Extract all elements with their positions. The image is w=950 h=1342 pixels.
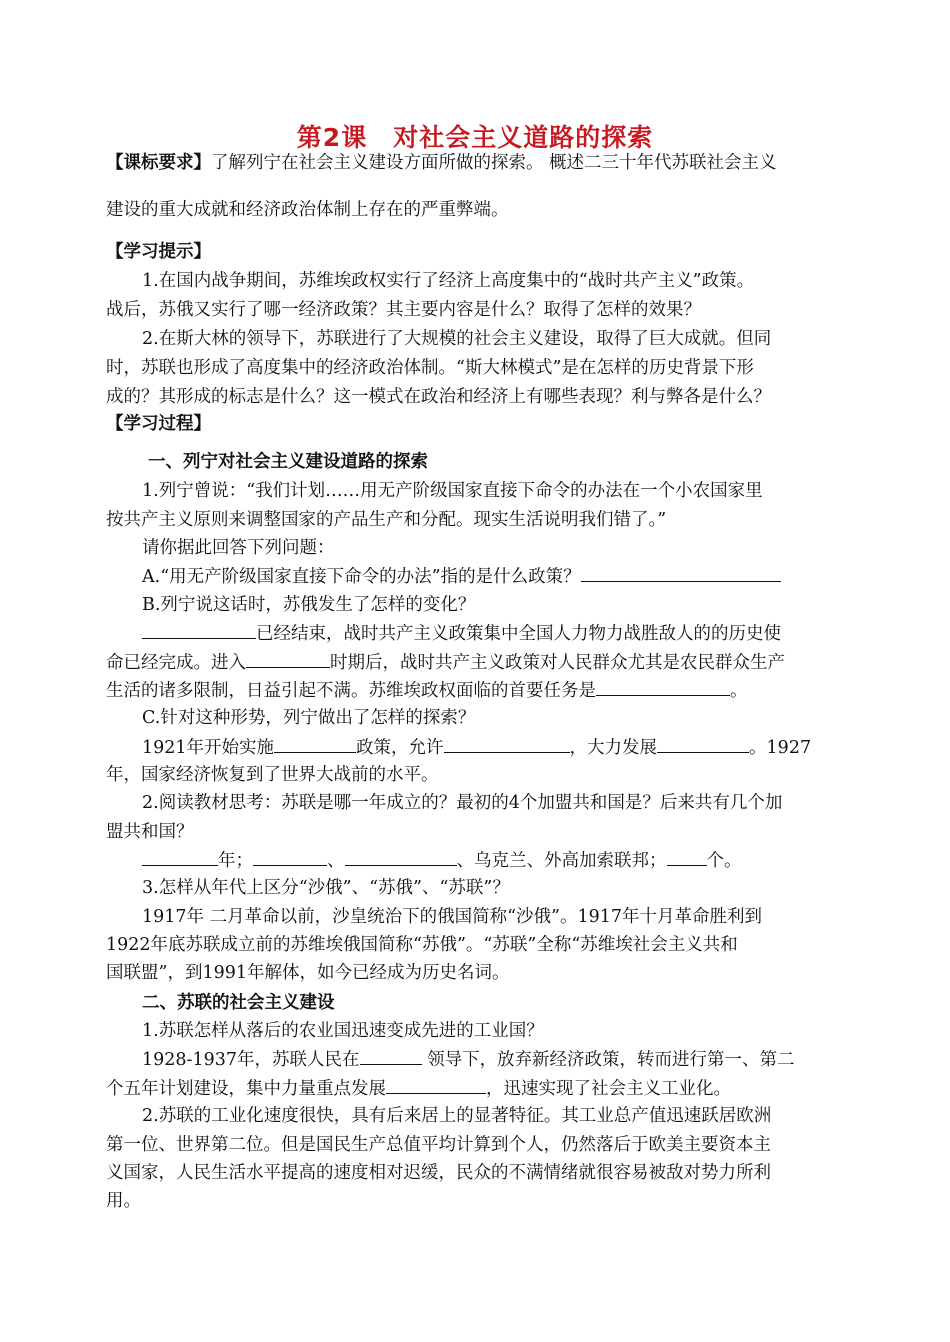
answer-b-line-1: 已经结束，战时共产主义政策集中全国人力物力战胜敌人的的历史使 [142,622,882,645]
question-a: A.“用无产阶级国家直接下命令的办法”指的是什么政策？ [142,565,882,588]
section-2-heading: 二、苏联的社会主义建设 [142,993,335,1013]
answer-blank[interactable] [246,651,330,668]
tips-heading: 【学习提示】 [106,242,211,262]
tips-line: 时，苏联也形成了高度集中的经济政治体制。“斯大林模式”是在怎样的历史背景下形 [106,358,754,378]
answer-3-line-1: 1917年 二月革命以前，沙皇统治下的俄国简称“沙俄”。1917年十月革命胜利到 [142,907,763,927]
question-1-line-1: 1.列宁曾说：“我们计划……用无产阶级国家直接下命令的办法在一个小农国家里 [142,481,763,501]
answer-blank[interactable] [345,849,457,866]
section-1-heading: 一、列宁对社会主义建设道路的探索 [148,452,428,472]
section-2-paragraph-2: 第一位、世界第二位。但是国民生产总值平均计算到个人，仍然落后于欧美主要资本主 [106,1135,771,1155]
question-2-line-2: 盟共和国？ [106,822,194,842]
tips-line: 2.在斯大林的领导下，苏联进行了大规模的社会主义建设，取得了巨大成就。但同 [142,329,772,349]
standards-line-1: 【课标要求】了解列宁在社会主义建设方面所做的探索。 概述二三十年代苏联社会主义 [106,153,777,173]
answer-blank[interactable] [360,1048,422,1065]
answer-blank[interactable] [142,622,256,639]
section-2-paragraph-2: 义国家，人民生活水平提高的速度相对迟缓，民众的不满情绪就很容易被敌对势力所利 [106,1163,771,1183]
answer-2: 年； 、 、乌克兰、外高加索联邦； 个。 [142,849,882,872]
tips-line: 成的？其形成的标志是什么？这一模式在政治和经济上有哪些表现？利与弊各是什么？ [106,387,771,407]
section-2-answer-1-line-1: 1928-1937年，苏联人民在 领导下，放弃新经济政策，转而进行第一、第二 [142,1050,795,1070]
answer-blank[interactable] [657,736,749,753]
lesson-title: 第2课 对社会主义道路的探索 [296,123,654,152]
process-heading: 【学习过程】 [106,414,211,434]
question-prompt: 请你据此回答下列问题： [142,538,335,558]
answer-b-line-3: 生活的诸多限制，日益引起不满。苏维埃政权面临的首要任务是 。 [106,681,748,701]
answer-3-line-3: 国联盟”，到1991年解体，如今已经成为历史名词。 [106,963,510,983]
answer-blank[interactable] [253,849,327,866]
answer-blank[interactable] [596,679,730,696]
tips-line: 1.在国内战争期间，苏维埃政权实行了经济上高度集中的“战时共产主义”政策。 [142,271,755,291]
answer-c-line-2: 年，国家经济恢复到了世界大战前的水平。 [106,765,439,785]
answer-blank[interactable] [142,849,218,866]
answer-blank[interactable] [667,849,707,866]
section-2-paragraph-2: 用。 [106,1191,141,1211]
question-c: C.针对这种形势，列宁做出了怎样的探索？ [142,708,476,728]
question-3: 3.怎样从年代上区分“沙俄”、“苏俄”、“苏联”？ [142,878,510,898]
question-2-line-1: 2.阅读教材思考：苏联是哪一年成立的？最初的4个加盟共和国是？后来共有几个加 [142,793,783,813]
answer-b-line-2: 命已经完成。进入 时期后，战时共产主义政策对人民群众尤其是农民群众生产 [106,653,785,673]
answer-blank[interactable] [581,565,781,582]
section-2-paragraph-2: 2.苏联的工业化速度很快，具有后来居上的显著特征。其工业总产值迅速跃居欧洲 [142,1106,772,1126]
section-2-answer-1-line-2: 个五年计划建设，集中力量重点发展 ，迅速实现了社会主义工业化。 [106,1079,731,1099]
standards-line-2: 建设的重大成就和经济政治体制上存在的严重弊端。 [106,200,509,220]
question-1-line-2: 按共产主义原则来调整国家的产品生产和分配。现实生活说明我们错了。” [106,510,667,530]
answer-blank[interactable] [274,736,356,753]
answer-c-line-1: 1921年开始实施 政策，允许 ，大力发展 。1927 [142,738,812,758]
section-2-question-1: 1.苏联怎样从落后的农业国迅速变成先进的工业国？ [142,1021,544,1041]
tips-line: 战后，苏俄又实行了哪一经济政策？其主要内容是什么？取得了怎样的效果？ [106,300,701,320]
question-b: B.列宁说这话时，苏俄发生了怎样的变化？ [142,595,476,615]
answer-3-line-2: 1922年底苏联成立前的苏维埃俄国简称“苏俄”。“苏联”全称“苏维埃社会主义共和 [106,935,738,955]
standards-label: 【课标要求】 [106,153,211,173]
answer-blank[interactable] [444,736,570,753]
answer-blank[interactable] [386,1077,486,1094]
